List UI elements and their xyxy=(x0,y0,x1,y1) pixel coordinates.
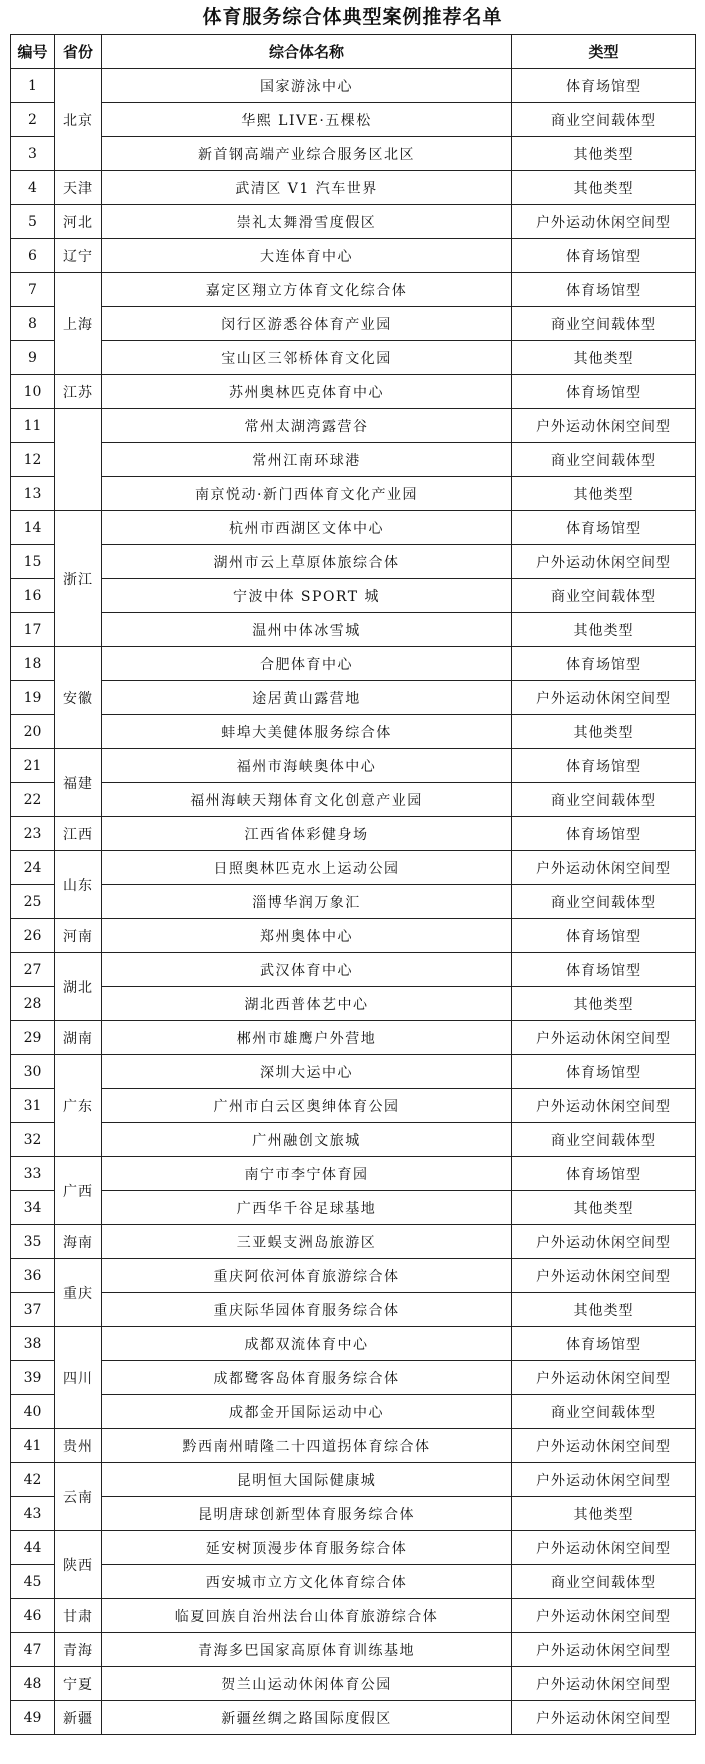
complex-type-cell: 户外运动休闲空间型 xyxy=(512,1225,696,1259)
row-number: 14 xyxy=(11,511,55,545)
complex-name-cell: 途居黄山露营地 xyxy=(102,681,512,715)
complex-type-cell: 商业空间载体型 xyxy=(512,1395,696,1429)
complex-name-cell: 常州太湖湾露营谷 xyxy=(102,409,512,443)
table-row xyxy=(11,409,696,443)
header-province: 省份 xyxy=(55,35,102,69)
table-row xyxy=(11,1599,696,1633)
complex-type-cell: 户外运动休闲空间型 xyxy=(512,1633,696,1667)
complex-name-cell: 深圳大运中心 xyxy=(102,1055,512,1089)
province-cell: 宁夏 xyxy=(55,1667,102,1701)
table-row xyxy=(11,205,696,239)
row-number: 5 xyxy=(11,205,55,239)
complex-type-cell: 商业空间载体型 xyxy=(512,1123,696,1157)
table-row xyxy=(11,103,696,137)
table-row xyxy=(11,273,696,307)
complex-name-cell: 成都金开国际运动中心 xyxy=(102,1395,512,1429)
province-cell: 上海 xyxy=(55,273,102,375)
table-row xyxy=(11,1667,696,1701)
province-cell: 湖北 xyxy=(55,953,102,1021)
province-cell: 广西 xyxy=(55,1157,102,1225)
table-row xyxy=(11,783,696,817)
complex-type-cell: 体育场馆型 xyxy=(512,273,696,307)
complex-name-cell: 日照奥林匹克水上运动公园 xyxy=(102,851,512,885)
complex-name-cell: 福州海峡天翔体育文化创意产业园 xyxy=(102,783,512,817)
row-number: 45 xyxy=(11,1565,55,1599)
table-row xyxy=(11,1089,696,1123)
table-row xyxy=(11,1055,696,1089)
province-cell: 海南 xyxy=(55,1225,102,1259)
table-row xyxy=(11,715,696,749)
table-row xyxy=(11,749,696,783)
row-number: 1 xyxy=(11,69,55,103)
row-number: 35 xyxy=(11,1225,55,1259)
row-number: 34 xyxy=(11,1191,55,1225)
complex-name-cell: 广西华千谷足球基地 xyxy=(102,1191,512,1225)
complex-name-cell: 江西省体彩健身场 xyxy=(102,817,512,851)
province-cell: 陕西 xyxy=(55,1531,102,1599)
complex-name-cell: 昆明唐球创新型体育服务综合体 xyxy=(102,1497,512,1531)
table-row xyxy=(11,1157,696,1191)
complex-name-cell: 合肥体育中心 xyxy=(102,647,512,681)
table-row xyxy=(11,987,696,1021)
complex-type-cell: 其他类型 xyxy=(512,477,696,511)
row-number: 20 xyxy=(11,715,55,749)
complex-type-cell: 户外运动休闲空间型 xyxy=(512,1701,696,1735)
row-number: 32 xyxy=(11,1123,55,1157)
row-number: 26 xyxy=(11,919,55,953)
row-number: 41 xyxy=(11,1429,55,1463)
row-number: 49 xyxy=(11,1701,55,1735)
table-row xyxy=(11,1293,696,1327)
complex-type-cell: 户外运动休闲空间型 xyxy=(512,545,696,579)
province-cell: 广东 xyxy=(55,1055,102,1157)
row-number: 24 xyxy=(11,851,55,885)
table-row xyxy=(11,1429,696,1463)
complex-type-cell: 商业空间载体型 xyxy=(512,1565,696,1599)
complex-type-cell: 体育场馆型 xyxy=(512,817,696,851)
complex-type-cell: 户外运动休闲空间型 xyxy=(512,1531,696,1565)
complex-type-cell: 体育场馆型 xyxy=(512,749,696,783)
row-number: 43 xyxy=(11,1497,55,1531)
complex-type-cell: 体育场馆型 xyxy=(512,511,696,545)
complex-type-cell: 体育场馆型 xyxy=(512,239,696,273)
row-number: 6 xyxy=(11,239,55,273)
province-cell: 福建 xyxy=(55,749,102,817)
row-number: 36 xyxy=(11,1259,55,1293)
row-number: 46 xyxy=(11,1599,55,1633)
complex-type-cell: 体育场馆型 xyxy=(512,919,696,953)
complex-name-cell: 西安城市立方文化体育综合体 xyxy=(102,1565,512,1599)
row-number: 15 xyxy=(11,545,55,579)
table-row xyxy=(11,341,696,375)
row-number: 38 xyxy=(11,1327,55,1361)
complex-name-cell: 闵行区游悉谷体育产业园 xyxy=(102,307,512,341)
complex-type-cell: 其他类型 xyxy=(512,613,696,647)
row-number: 17 xyxy=(11,613,55,647)
table-row xyxy=(11,171,696,205)
complex-type-cell: 体育场馆型 xyxy=(512,953,696,987)
row-number: 13 xyxy=(11,477,55,511)
row-number: 2 xyxy=(11,103,55,137)
row-number: 18 xyxy=(11,647,55,681)
complex-name-cell: 青海多巴国家高原体育训练基地 xyxy=(102,1633,512,1667)
complex-type-cell: 户外运动休闲空间型 xyxy=(512,1429,696,1463)
complex-type-cell: 体育场馆型 xyxy=(512,69,696,103)
complex-type-cell: 体育场馆型 xyxy=(512,1157,696,1191)
complex-name-cell: 新疆丝绸之路国际度假区 xyxy=(102,1701,512,1735)
complex-name-cell: 福州市海峡奥体中心 xyxy=(102,749,512,783)
table-row xyxy=(11,1395,696,1429)
complex-type-cell: 户外运动休闲空间型 xyxy=(512,409,696,443)
complex-name-cell: 华熙 LIVE·五棵松 xyxy=(102,103,512,137)
table-row xyxy=(11,1191,696,1225)
table-row xyxy=(11,885,696,919)
table-row xyxy=(11,1565,696,1599)
complex-type-cell: 其他类型 xyxy=(512,715,696,749)
table-row xyxy=(11,443,696,477)
row-number: 30 xyxy=(11,1055,55,1089)
row-number: 37 xyxy=(11,1293,55,1327)
complex-type-cell: 商业空间载体型 xyxy=(512,885,696,919)
province-cell: 河北 xyxy=(55,205,102,239)
complex-type-cell: 户外运动休闲空间型 xyxy=(512,1089,696,1123)
province-cell: 江西 xyxy=(55,817,102,851)
table-row xyxy=(11,1327,696,1361)
header-type: 类型 xyxy=(512,35,696,69)
table-row xyxy=(11,239,696,273)
complex-name-cell: 宝山区三邻桥体育文化园 xyxy=(102,341,512,375)
complex-type-cell: 商业空间载体型 xyxy=(512,443,696,477)
province-cell: 贵州 xyxy=(55,1429,102,1463)
complex-name-cell: 杭州市西湖区文体中心 xyxy=(102,511,512,545)
complex-type-cell: 商业空间载体型 xyxy=(512,579,696,613)
table-header-row xyxy=(11,35,696,69)
province-cell: 重庆 xyxy=(55,1259,102,1327)
complex-type-cell: 户外运动休闲空间型 xyxy=(512,1021,696,1055)
province-cell: 江苏 xyxy=(55,375,102,409)
table-row xyxy=(11,545,696,579)
complex-name-cell: 重庆阿依河体育旅游综合体 xyxy=(102,1259,512,1293)
complex-type-cell: 其他类型 xyxy=(512,341,696,375)
complex-name-cell: 大连体育中心 xyxy=(102,239,512,273)
row-number: 22 xyxy=(11,783,55,817)
table-row xyxy=(11,1701,696,1735)
row-number: 39 xyxy=(11,1361,55,1395)
province-cell: 湖南 xyxy=(55,1021,102,1055)
complex-type-cell: 户外运动休闲空间型 xyxy=(512,1259,696,1293)
complex-type-cell: 其他类型 xyxy=(512,1497,696,1531)
row-number: 23 xyxy=(11,817,55,851)
complex-type-cell: 商业空间载体型 xyxy=(512,307,696,341)
row-number: 31 xyxy=(11,1089,55,1123)
header-complex-name: 综合体名称 xyxy=(102,35,512,69)
table-row xyxy=(11,69,696,103)
complex-type-cell: 户外运动休闲空间型 xyxy=(512,1361,696,1395)
province-cell: 辽宁 xyxy=(55,239,102,273)
complex-name-cell: 湖北西普体艺中心 xyxy=(102,987,512,1021)
complex-type-cell: 体育场馆型 xyxy=(512,647,696,681)
table-row xyxy=(11,613,696,647)
complex-name-cell: 昆明恒大国际健康城 xyxy=(102,1463,512,1497)
complex-type-cell: 体育场馆型 xyxy=(512,375,696,409)
complex-name-cell: 郴州市雄鹰户外营地 xyxy=(102,1021,512,1055)
table-row xyxy=(11,1361,696,1395)
province-cell: 北京 xyxy=(55,69,102,171)
document-title: 体育服务综合体典型案例推荐名单 xyxy=(202,6,503,28)
complex-type-cell: 其他类型 xyxy=(512,137,696,171)
province-cell: 甘肃 xyxy=(55,1599,102,1633)
table-row xyxy=(11,511,696,545)
province-cell: 四川 xyxy=(55,1327,102,1429)
table-row xyxy=(11,953,696,987)
table-row xyxy=(11,647,696,681)
table-row xyxy=(11,681,696,715)
table-row xyxy=(11,1259,696,1293)
row-number: 16 xyxy=(11,579,55,613)
complex-type-cell: 户外运动休闲空间型 xyxy=(512,1463,696,1497)
complex-type-cell: 商业空间载体型 xyxy=(512,783,696,817)
row-number: 3 xyxy=(11,137,55,171)
complex-name-cell: 贺兰山运动休闲体育公园 xyxy=(102,1667,512,1701)
table-row xyxy=(11,1463,696,1497)
row-number: 47 xyxy=(11,1633,55,1667)
complex-name-cell: 广州融创文旅城 xyxy=(102,1123,512,1157)
table-row xyxy=(11,307,696,341)
table-row xyxy=(11,375,696,409)
province-cell: 新疆 xyxy=(55,1701,102,1735)
row-number: 33 xyxy=(11,1157,55,1191)
row-number: 25 xyxy=(11,885,55,919)
complex-name-cell: 三亚蜈支洲岛旅游区 xyxy=(102,1225,512,1259)
province-cell: 云南 xyxy=(55,1463,102,1531)
row-number: 28 xyxy=(11,987,55,1021)
complex-name-cell: 蚌埠大美健体服务综合体 xyxy=(102,715,512,749)
complex-type-cell: 户外运动休闲空间型 xyxy=(512,1599,696,1633)
header-number: 编号 xyxy=(11,35,55,69)
recommendation-table xyxy=(10,34,696,1735)
complex-name-cell: 湖州市云上草原体旅综合体 xyxy=(102,545,512,579)
complex-name-cell: 嘉定区翔立方体育文化综合体 xyxy=(102,273,512,307)
complex-type-cell: 其他类型 xyxy=(512,1293,696,1327)
complex-name-cell: 新首钢高端产业综合服务区北区 xyxy=(102,137,512,171)
complex-name-cell: 常州江南环球港 xyxy=(102,443,512,477)
row-number: 10 xyxy=(11,375,55,409)
table-row xyxy=(11,919,696,953)
complex-type-cell: 户外运动休闲空间型 xyxy=(512,851,696,885)
complex-name-cell: 淄博华润万象汇 xyxy=(102,885,512,919)
table-body xyxy=(11,69,696,1735)
complex-name-cell: 南京悦动·新门西体育文化产业园 xyxy=(102,477,512,511)
province-cell: 安徽 xyxy=(55,647,102,749)
table-row xyxy=(11,851,696,885)
row-number: 11 xyxy=(11,409,55,443)
row-number: 21 xyxy=(11,749,55,783)
complex-name-cell: 国家游泳中心 xyxy=(102,69,512,103)
row-number: 4 xyxy=(11,171,55,205)
row-number: 29 xyxy=(11,1021,55,1055)
complex-type-cell: 户外运动休闲空间型 xyxy=(512,205,696,239)
complex-name-cell: 成都鹭客岛体育服务综合体 xyxy=(102,1361,512,1395)
complex-name-cell: 苏州奥林匹克体育中心 xyxy=(102,375,512,409)
table-row xyxy=(11,1531,696,1565)
table-row xyxy=(11,1225,696,1259)
table-row xyxy=(11,1021,696,1055)
row-number: 7 xyxy=(11,273,55,307)
row-number: 8 xyxy=(11,307,55,341)
province-cell: 山东 xyxy=(55,851,102,919)
table-row xyxy=(11,137,696,171)
complex-name-cell: 崇礼太舞滑雪度假区 xyxy=(102,205,512,239)
complex-name-cell: 温州中体冰雪城 xyxy=(102,613,512,647)
complex-type-cell: 其他类型 xyxy=(512,1191,696,1225)
complex-name-cell: 宁波中体 SPORT 城 xyxy=(102,579,512,613)
complex-type-cell: 体育场馆型 xyxy=(512,1055,696,1089)
complex-name-cell: 成都双流体育中心 xyxy=(102,1327,512,1361)
complex-type-cell: 户外运动休闲空间型 xyxy=(512,681,696,715)
row-number: 40 xyxy=(11,1395,55,1429)
province-cell: 浙江 xyxy=(55,511,102,647)
complex-name-cell: 黔西南州晴隆二十四道拐体育综合体 xyxy=(102,1429,512,1463)
province-cell xyxy=(55,409,102,511)
complex-type-cell: 其他类型 xyxy=(512,987,696,1021)
complex-type-cell: 其他类型 xyxy=(512,171,696,205)
row-number: 9 xyxy=(11,341,55,375)
row-number: 48 xyxy=(11,1667,55,1701)
complex-name-cell: 武清区 V1 汽车世界 xyxy=(102,171,512,205)
row-number: 19 xyxy=(11,681,55,715)
row-number: 12 xyxy=(11,443,55,477)
province-cell: 青海 xyxy=(55,1633,102,1667)
row-number: 44 xyxy=(11,1531,55,1565)
table-row xyxy=(11,579,696,613)
complex-type-cell: 体育场馆型 xyxy=(512,1327,696,1361)
table-row xyxy=(11,1123,696,1157)
complex-name-cell: 广州市白云区奥绅体育公园 xyxy=(102,1089,512,1123)
table-row xyxy=(11,477,696,511)
complex-name-cell: 南宁市李宁体育园 xyxy=(102,1157,512,1191)
complex-name-cell: 延安树顶漫步体育服务综合体 xyxy=(102,1531,512,1565)
table-row xyxy=(11,817,696,851)
row-number: 42 xyxy=(11,1463,55,1497)
complex-name-cell: 重庆际华园体育服务综合体 xyxy=(102,1293,512,1327)
complex-name-cell: 郑州奥体中心 xyxy=(102,919,512,953)
complex-type-cell: 户外运动休闲空间型 xyxy=(512,1667,696,1701)
row-number: 27 xyxy=(11,953,55,987)
table-row xyxy=(11,1497,696,1531)
province-cell: 天津 xyxy=(55,171,102,205)
province-cell: 河南 xyxy=(55,919,102,953)
complex-name-cell: 武汉体育中心 xyxy=(102,953,512,987)
table-row xyxy=(11,1633,696,1667)
complex-name-cell: 临夏回族自治州法台山体育旅游综合体 xyxy=(102,1599,512,1633)
complex-type-cell: 商业空间载体型 xyxy=(512,103,696,137)
